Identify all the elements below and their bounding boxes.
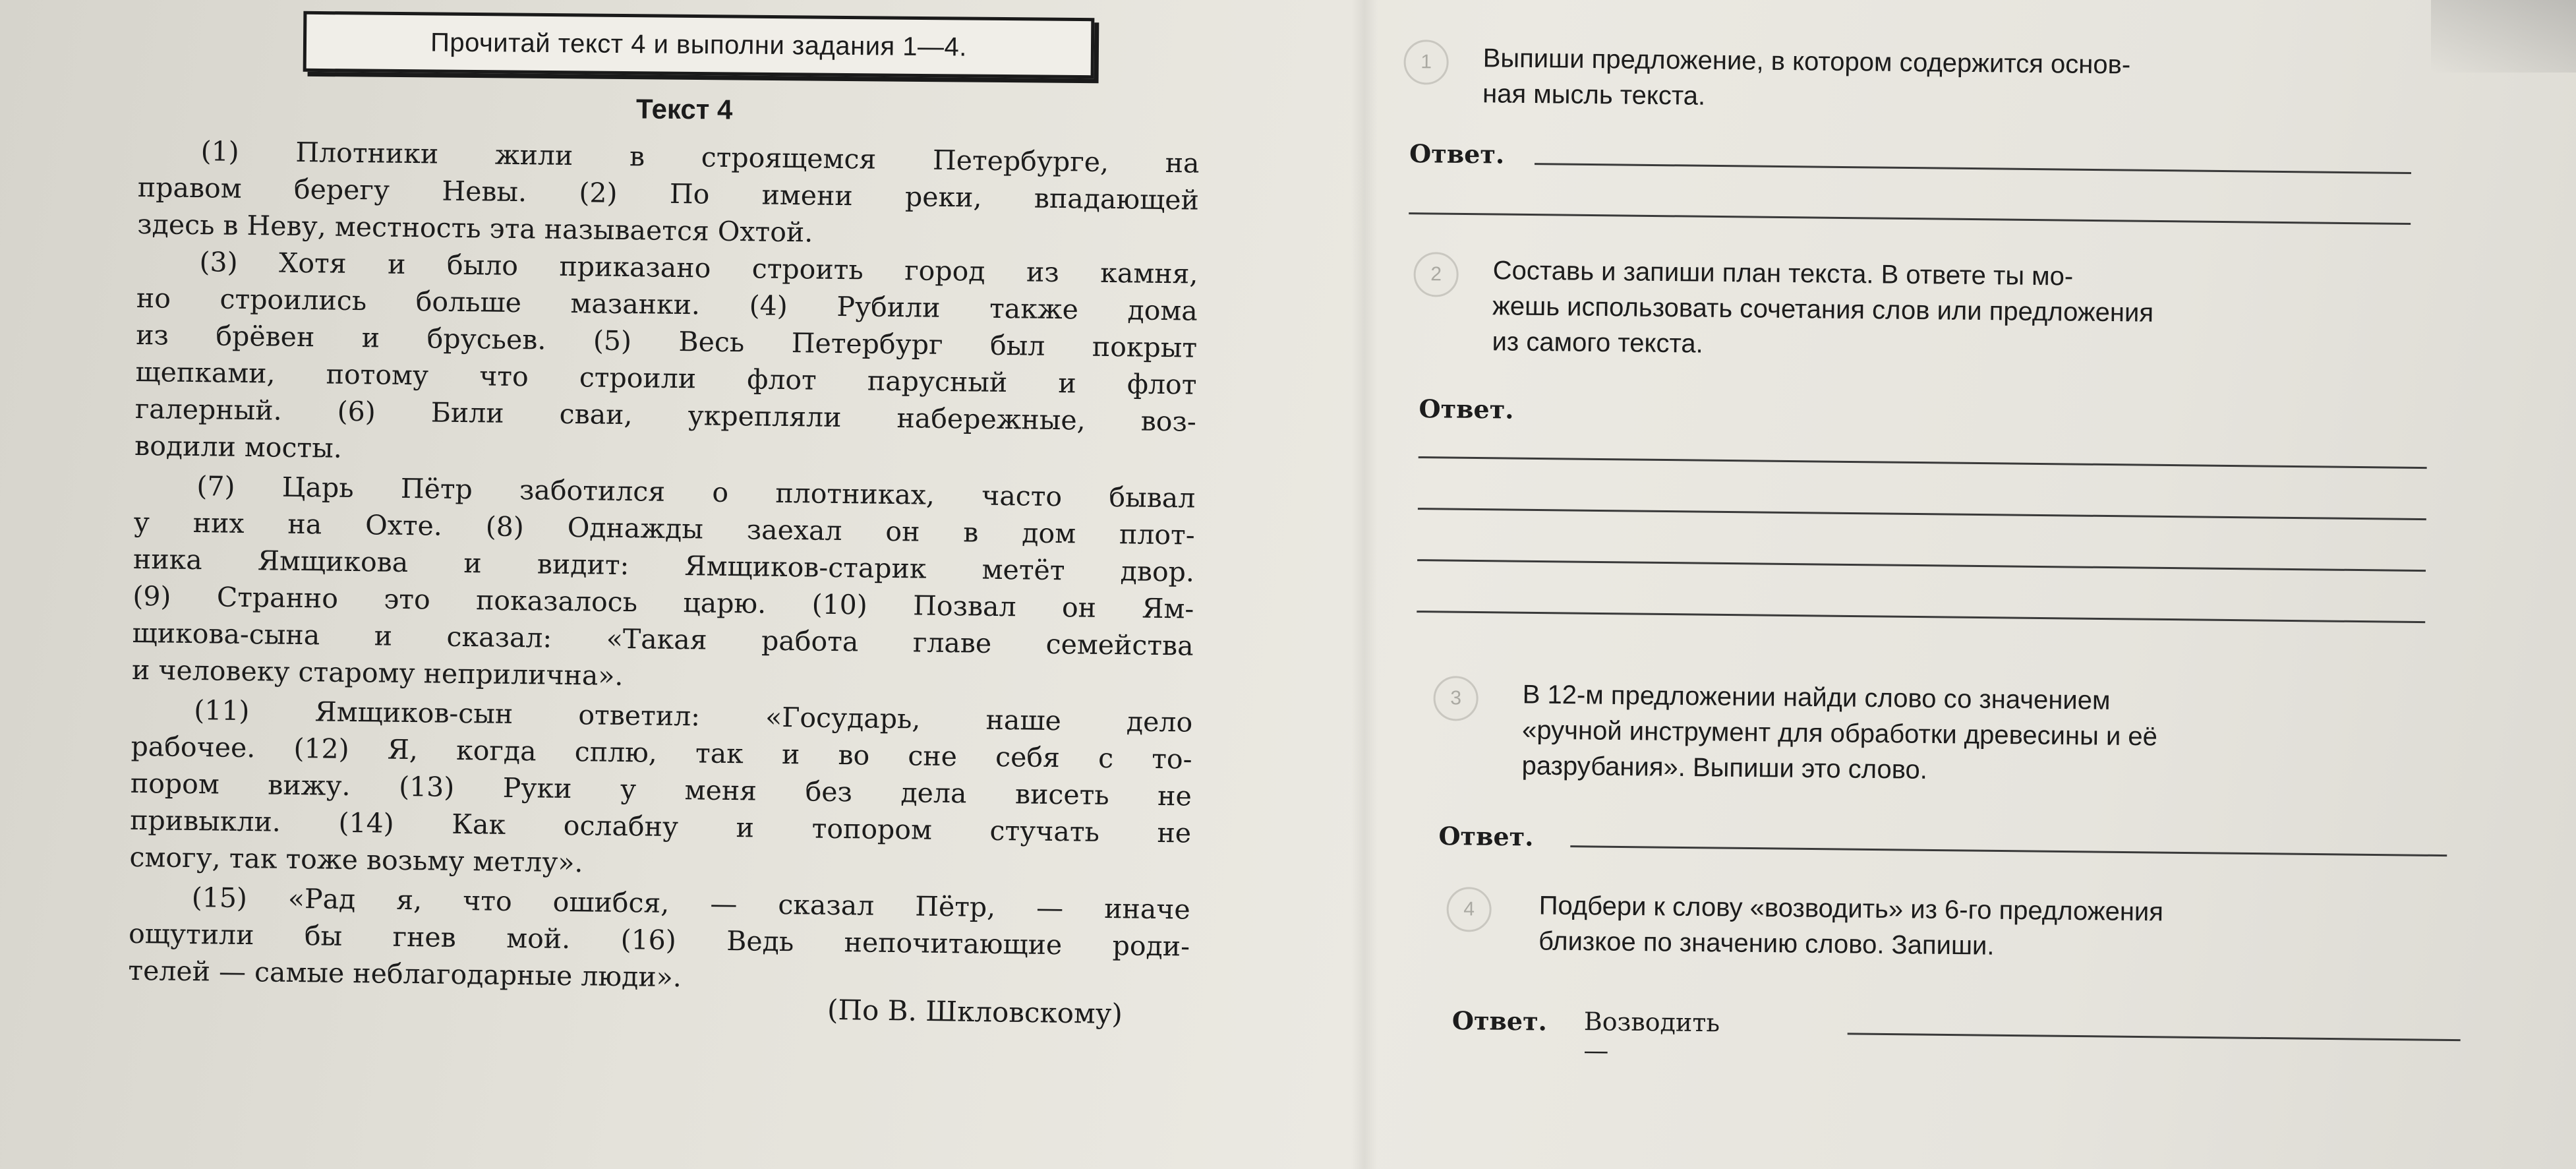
answer-line[interactable] <box>1417 611 2425 623</box>
page-corner-shadow <box>2431 0 2576 73</box>
task-text <box>1521 676 2157 790</box>
text-line: (1) Плотники жили в строящемся Петербурге, на <box>200 135 1200 179</box>
task-number-badge: 3 <box>1433 676 1478 721</box>
text-line: пором вижу. (13) Руки у меня без дела висеть не <box>130 767 1192 812</box>
text-line: ника Ямщикова и видит: Ямщиков-старик метёт двор. <box>132 543 1195 588</box>
text-line: из брёвен и брусьев. (5) Весь Петербург был покрыт <box>135 318 1198 364</box>
answer-line[interactable] <box>1570 845 2447 856</box>
text-line: щикова-сына и сказал: «Такая работа главе семейства <box>132 616 1194 662</box>
answer-label: Ответ. <box>1419 394 1514 425</box>
text-line: но строились больше мазанки. (4) Рубили также дома <box>136 282 1198 327</box>
task-text-line: разрубания». Выпиши это слово. <box>1521 751 1928 785</box>
answer-line[interactable] <box>1419 456 2427 469</box>
book-spine <box>1351 0 1378 1169</box>
text-line: (7) Царь Пётр заботился о плотниках, часто бывал <box>196 470 1196 514</box>
task-number-badge: 2 <box>1413 252 1459 297</box>
text-line: водили мосты. <box>134 429 343 464</box>
task-text-line: Подбери к слову «возводить» из 6-го предложения <box>1538 891 2164 927</box>
text-line: привыкли. (14) Как ослабну и топором стучать не <box>129 804 1192 849</box>
task-text-line: Составь и запиши план текста. В ответе ты мо- <box>1492 256 2074 291</box>
instruction-box <box>303 11 1095 78</box>
task-text-line: из самого текста. <box>1492 327 1703 359</box>
text-line: телей — самые неблагодарные люди». <box>128 954 682 994</box>
task-text-line: близкое по значению слово. Запиши. <box>1538 926 1995 961</box>
answer-label: Ответ. <box>1451 1005 1548 1036</box>
text-line: (3) Хотя и было приказано строить город из камня, <box>199 246 1198 290</box>
answer-line[interactable] <box>1417 559 2426 572</box>
answer-label: Ответ. <box>1438 821 1534 852</box>
task-text-line: Выпиши предложение, в котором содержится основ- <box>1482 44 2131 80</box>
answer-line[interactable] <box>1848 1033 2461 1041</box>
answer-line[interactable] <box>1418 508 2426 520</box>
text-line: ощутили бы гнев мой. (16) Ведь непочитающие роди- <box>128 917 1190 963</box>
answer-prompt-word: Возводить — <box>1583 1007 1720 1065</box>
task-text-line: ная мысль текста. <box>1482 79 1706 111</box>
task-text <box>1482 40 2131 118</box>
task-number-badge: 4 <box>1446 887 1492 932</box>
text-line: галерный. (6) Били сваи, укрепляли набережные, воз- <box>134 392 1197 438</box>
task-text <box>1538 887 2163 965</box>
text-line: (15) «Рад я, что ошибся, — сказал Пётр, — иначе <box>191 882 1191 926</box>
task-text-line: «ручной инструмент для обработки древесины и её <box>1521 715 2158 752</box>
text-title: Текст 4 <box>635 93 733 125</box>
task-text-line: В 12-м предложении найди слово со значением <box>1522 680 2111 715</box>
task-text <box>1492 253 2154 366</box>
text-line: здесь в Неву, местность эта называется Охтой. <box>136 208 813 249</box>
text-line: (9) Странно это показалось царю. (10) Позвал он Ям- <box>132 580 1194 625</box>
text-line: и человеку старому неприлична». <box>131 653 624 692</box>
text-line: (11) Ямщиков-сын ответил: «Государь, наше дело <box>193 694 1193 738</box>
task-number-badge: 1 <box>1403 40 1449 85</box>
answer-label: Ответ. <box>1409 138 1505 169</box>
task-text-line: жешь использовать сочетания слов или предложения <box>1492 291 2154 328</box>
answer-line[interactable] <box>1535 163 2411 174</box>
text-line: щепками, потому что строили флот парусный и флот <box>135 355 1197 401</box>
text-line: рабочее. (12) Я, когда сплю, так и во сне себя с то- <box>131 730 1192 775</box>
text-line: правом берегу Невы. (2) По имени реки, впадающей <box>137 171 1200 216</box>
text-body <box>128 132 1200 1002</box>
instruction-text: Прочитай текст 4 и выполни задания 1—4. <box>430 27 968 62</box>
answer-line[interactable] <box>1409 212 2411 225</box>
text-line: смогу, так тоже возьму метлу». <box>129 841 583 879</box>
text-source: (По В. Шкловскому) <box>827 993 1123 1031</box>
text-line: у них на Охте. (8) Однажды заехал он в дом плот- <box>133 506 1195 551</box>
